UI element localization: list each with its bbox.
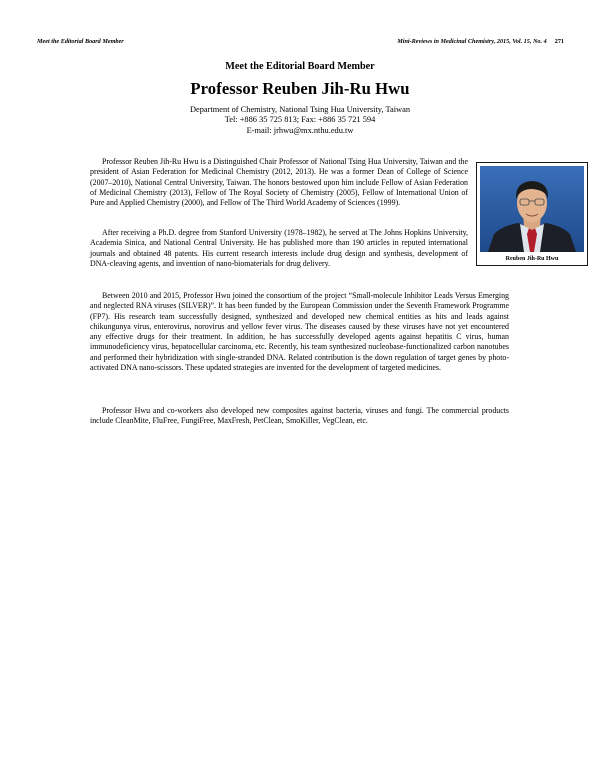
section-label: Meet the Editorial Board Member (225, 61, 375, 72)
email: E-mail: jrhwu@mx.nthu.edu.tw (246, 125, 354, 135)
page-number: 271 (554, 38, 564, 45)
phone-fax: Tel: +886 35 725 813; Fax: +886 35 721 594 (224, 115, 376, 125)
paragraph-3: Between 2010 and 2015, Professor Hwu joined the consortium of the project “Small-molecule Inhibitor Leads Versus Emerging and neglected RNA viruses (SILVER)”. It has been funded by the European Commission under the Seventh Framework Programme (FP7). His research team successfully designed, synthesized and developed new chemical entities as hits and leads against chikungunya virus, enterovirus, norovirus and yellow fever virus. The diseases caused by these viruses have not yet encountered any effective drugs for their treatment. In addition, he has successfully developed agents against hepatitis C virus, human immunodeficiency virus, hepatocellular carcinoma, etc. Recently, his team synthesized nucleobase-functionalized carbon nanotubes and performed their hybridization with single-stranded DNA. Related contribution is the down regulation of target genes by photo-activated DNA nano-scissors. These updated strategies are invented for the development of targeted medicines. (90, 291, 509, 373)
running-head-right (397, 38, 564, 45)
paragraph-1: Professor Reuben Jih-Ru Hwu is a Distinguished Chair Professor of National Tsing Hua University, Taiwan and the president of Asian Federation for Medicinal Chemistry (2012, 2013). He was a former Dean of College of Science (2007–2010), National Central University, Taiwan. The honors bestowed upon him include Fellow of Asian Federation of Medicinal Chemistry (2013), Fellow of The Royal Society of Chemistry (2005), Fellow of International Union of Pure and Applied Chemistry (2000), and Fellow of The Third World Academy of Sciences (1999). (90, 157, 468, 208)
affiliation-block (0, 105, 600, 136)
paragraph-2: After receiving a Ph.D. degree from Stanford University (1978–1982), he served at The Johns Hopkins University, Academia Sinica, and National Central University. He has published more than 190 articles in reputed international journals and obtained 48 patents. His current research interests include drug design and synthesis, development of DNA-cleaving agents, and invention of nano-biomaterials for drug delivery. (90, 228, 468, 268)
running-head-left: Meet the Editorial Board Member (37, 38, 124, 45)
running-head (37, 38, 564, 50)
affiliation: Department of Chemistry, National Tsing Hua University, Taiwan (189, 105, 411, 114)
photo-caption: Reuben Jih-Ru Hwu (505, 256, 559, 262)
portrait-photo-frame (476, 162, 588, 266)
journal-citation: Mini-Reviews in Medicinal Chemistry, 2015, Vol. 15, No. 4 (397, 38, 547, 45)
person-name: Professor Reuben Jih-Ru Hwu (190, 79, 410, 98)
portrait-photo (480, 166, 584, 252)
paragraph-4: Professor Hwu and co-workers also developed new composites against bacteria, viruses and fungi. The commercial products include CleanMite, FluFree, FungiFree, MaxFresh, PetClean, SmoKiller, VegClean, etc. (90, 406, 509, 426)
